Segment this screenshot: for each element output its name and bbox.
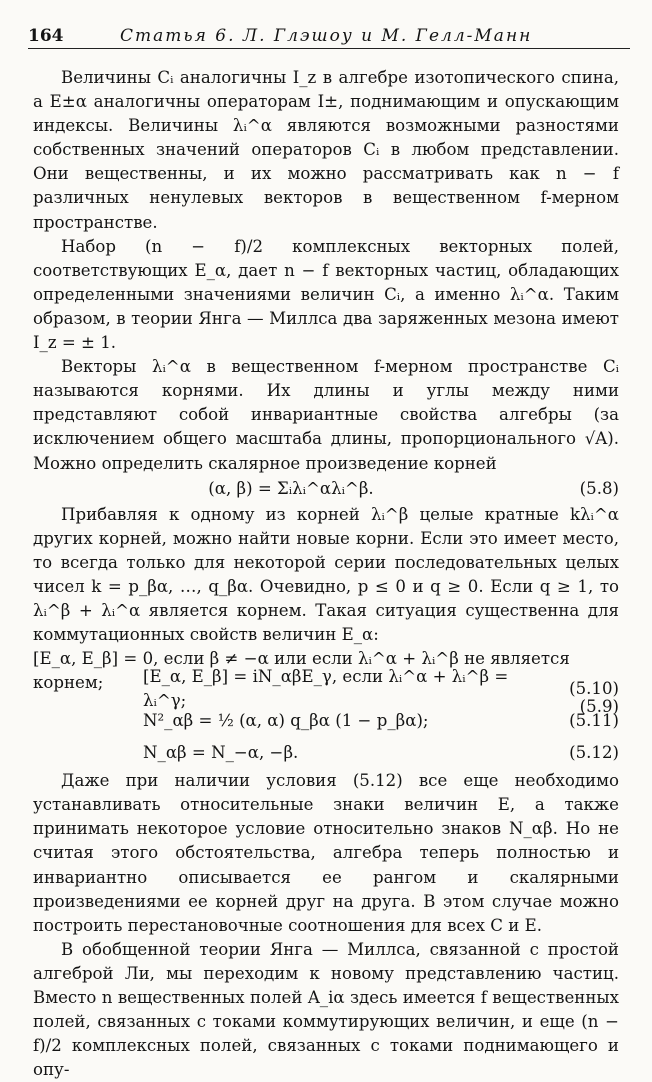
page-number: 164: [28, 26, 64, 46]
equation-formula: N_αβ = N_−α, −β.: [143, 743, 299, 763]
paragraph-5: Даже при наличии условия (5.12) все еще необходимо устанавливать относительные знаки величин E, а также принимать некоторое условие относительно знаков N_αβ. Но не считая этого обстоятельства, алгебра теперь полностью и инвариантно описывается ее рангом и скалярными произведениями ее корней друг на друга. В этом случае можно построить перестановочные соотношения для всех C и E.: [33, 771, 619, 935]
paragraph-6: В обобщенной теории Янга — Миллса, связанной с простой алгеброй Ли, мы переходим к новому представлению частиц. Вместо n вещественных полей A_iα здесь имеется f вещественных полей, связанных с токами коммутирующих величин, и еще (n − f)/2 комплексных полей, связанных с токами поднимающего и опу-: [33, 939, 619, 1080]
equation-5-8: [33, 476, 619, 503]
paragraph-3: Векторы λᵢ^α в вещественном f-мерном пространстве Cᵢ называются корнями. Их длины и углы между ними представляют собой инвариантные свойства алгебры (за исключением общего масштаба длины, пропорционального √A). Можно определить скалярное произведение корней: [33, 357, 619, 473]
equation-number: (5.9): [579, 697, 619, 717]
equation-formula: [E_α, E_β] = iN_αβE_γ, если λᵢ^α + λᵢ^β = λᵢ^γ;: [143, 667, 509, 711]
page-header: [28, 26, 630, 48]
equation-5-11: [33, 705, 619, 737]
header-rule: [28, 48, 630, 49]
equation-number: (5.11): [569, 711, 619, 731]
equation-number: (5.10): [569, 679, 619, 699]
paragraph-2: Набор (n − f)/2 комплексных векторных полей, соответствующих E_α, дает n − f векторных частиц, обладающих определенными значениями величин Cᵢ, а именно λᵢ^α. Таким образом, в теории Янга — Миллса два заряженных мезона имеют I_z = ± 1.: [33, 236, 619, 353]
paragraph-4: Прибавляя к одному из корней λᵢ^β целые кратные kλᵢ^α других корней, можно найти новые корни. Если это имеет место, то всегда только для некоторой серии последовательных целых чисел k = p_βα, …, q_βα. Очевидно, p ≤ 0 и q ≥ 0. Если q ≥ 1, то λᵢ^β + λᵢ^α является корнем. Такая ситуация существенна для коммутационных свойств величин E_α:: [33, 504, 619, 645]
equation-number: (5.8): [579, 479, 619, 499]
equation-number: (5.12): [569, 743, 619, 763]
running-title: Статья 6. Л. Глэшоу и М. Гелл-Манн: [120, 26, 533, 46]
page-body: [33, 66, 619, 1082]
equation-formula: [E_α, E_β] = 0, если β ≠ −α или если λᵢ^α + λᵢ^β не является корнем;: [33, 649, 570, 693]
equation-5-12: [33, 737, 619, 769]
equation-formula: N²_αβ = ½ (α, α) q_βα (1 − p_βα);: [143, 711, 429, 731]
paragraph-1: Величины Cᵢ аналогичны I_z в алгебре изотопического спина, а E±α аналогичны операторам I±, поднимающим и опускающим индексы. Величины λᵢ^α являются возможными разностями собственных значений операторов Cᵢ в любом представлении. Они вещественны, и их можно рассматривать как n − f различных ненулевых векторов в вещественном f-мерном пространстве.: [33, 68, 619, 232]
equation-formula: (α, β) = Σᵢλᵢ^αλᵢ^β.: [208, 479, 374, 499]
